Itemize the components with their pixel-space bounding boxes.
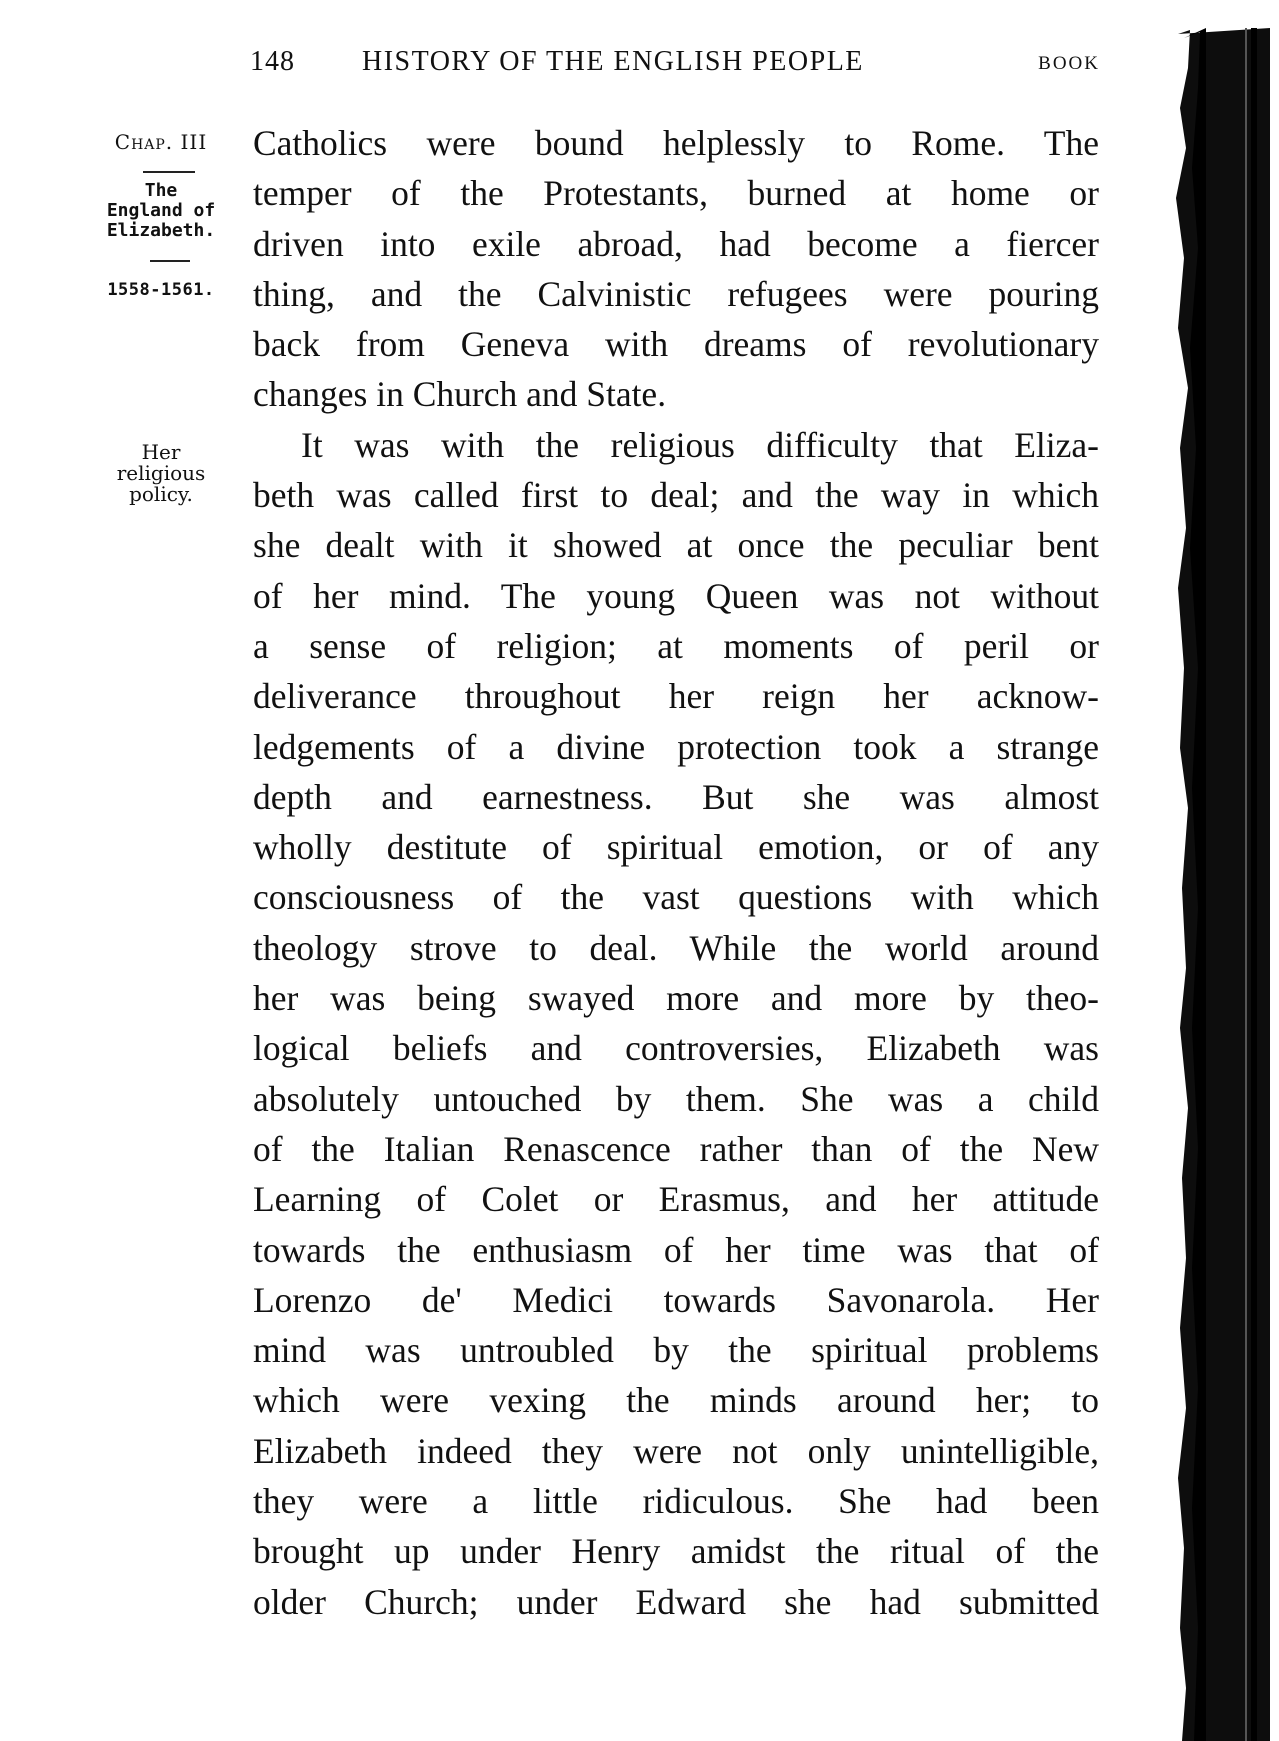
text-line: changes in Church and State.	[253, 374, 667, 415]
margin-note	[92, 442, 230, 505]
text-line: depth and earnestness. But she was almost	[253, 776, 1099, 817]
text-line: It was with the religious difficulty that Eliza-	[301, 424, 1099, 465]
text-line: Catholics were bound helplessly to Rome. The	[253, 123, 1099, 163]
text-line: older Church; under Edward she had submitted	[253, 1581, 1099, 1622]
text-line: her was being swayed more and more by theo-	[253, 978, 1099, 1019]
text-line: driven into exile abroad, had become a fiercer	[253, 223, 1099, 264]
text-line: theology strove to deal. While the world around	[253, 927, 1099, 968]
margin-divider	[143, 171, 195, 173]
page-header	[250, 44, 1100, 80]
chapter-label: Chap. III	[114, 130, 208, 154]
text-line: brought up under Henry amidst the ritual of the	[253, 1531, 1099, 1572]
running-title: HISTORY OF THE ENGLISH PEOPLE	[362, 46, 864, 77]
text-line: of her mind. The young Queen was not without	[253, 575, 1099, 616]
text-line: they were a little ridiculous. She had been	[253, 1481, 1099, 1522]
section-title-line: England of	[106, 200, 216, 221]
text-line: wholly destitute of spiritual emotion, or of any	[253, 827, 1099, 868]
section-title-line: Elizabeth.	[106, 220, 216, 241]
margin-note-line: religious	[116, 461, 206, 485]
text-line: Elizabeth indeed they were not only unintelligible,	[253, 1430, 1099, 1471]
text-line: thing, and the Calvinistic refugees were pouring	[253, 273, 1099, 314]
section-title	[92, 181, 230, 241]
text-line: Lorenzo de' Medici towards Savonarola. Her	[253, 1279, 1099, 1320]
book-label: BOOK	[1038, 53, 1100, 74]
margin-divider	[150, 260, 190, 262]
scan-edge-shadow	[1150, 28, 1270, 1741]
text-line: back from Geneva with dreams of revolutionary	[253, 324, 1099, 365]
page-number: 148	[250, 46, 295, 77]
date-range: 1558-1561.	[107, 280, 215, 300]
text-line: absolutely untouched by them. She was a child	[253, 1078, 1099, 1119]
text-line: towards the enthusiasm of her time was that of	[253, 1229, 1099, 1270]
text-line: temper of the Protestants, burned at home or	[253, 173, 1099, 214]
text-line: beth was called first to deal; and the way in which	[253, 475, 1099, 516]
text-line: deliverance throughout her reign her acknow-	[253, 676, 1099, 717]
text-line: of the Italian Renascence rather than of the New	[253, 1128, 1099, 1169]
margin-note-line: Her	[141, 440, 181, 464]
text-line: consciousness of the vast questions with which	[253, 877, 1099, 918]
text-line: a sense of religion; at moments of peril or	[253, 625, 1099, 666]
body-text	[253, 118, 1099, 1627]
margin-note-line: policy.	[129, 482, 193, 506]
text-line: which were vexing the minds around her; to	[253, 1380, 1099, 1421]
text-line: logical beliefs and controversies, Elizabeth was	[253, 1028, 1099, 1069]
text-line: ledgements of a divine protection took a strange	[253, 726, 1099, 767]
text-line: Learning of Colet or Erasmus, and her attitude	[253, 1179, 1099, 1220]
text-line: she dealt with it showed at once the peculiar bent	[253, 525, 1099, 566]
section-title-line: The	[144, 180, 178, 201]
text-line: mind was untroubled by the spiritual problems	[253, 1330, 1099, 1371]
scan-gutter-shadow	[1150, 28, 1270, 1741]
